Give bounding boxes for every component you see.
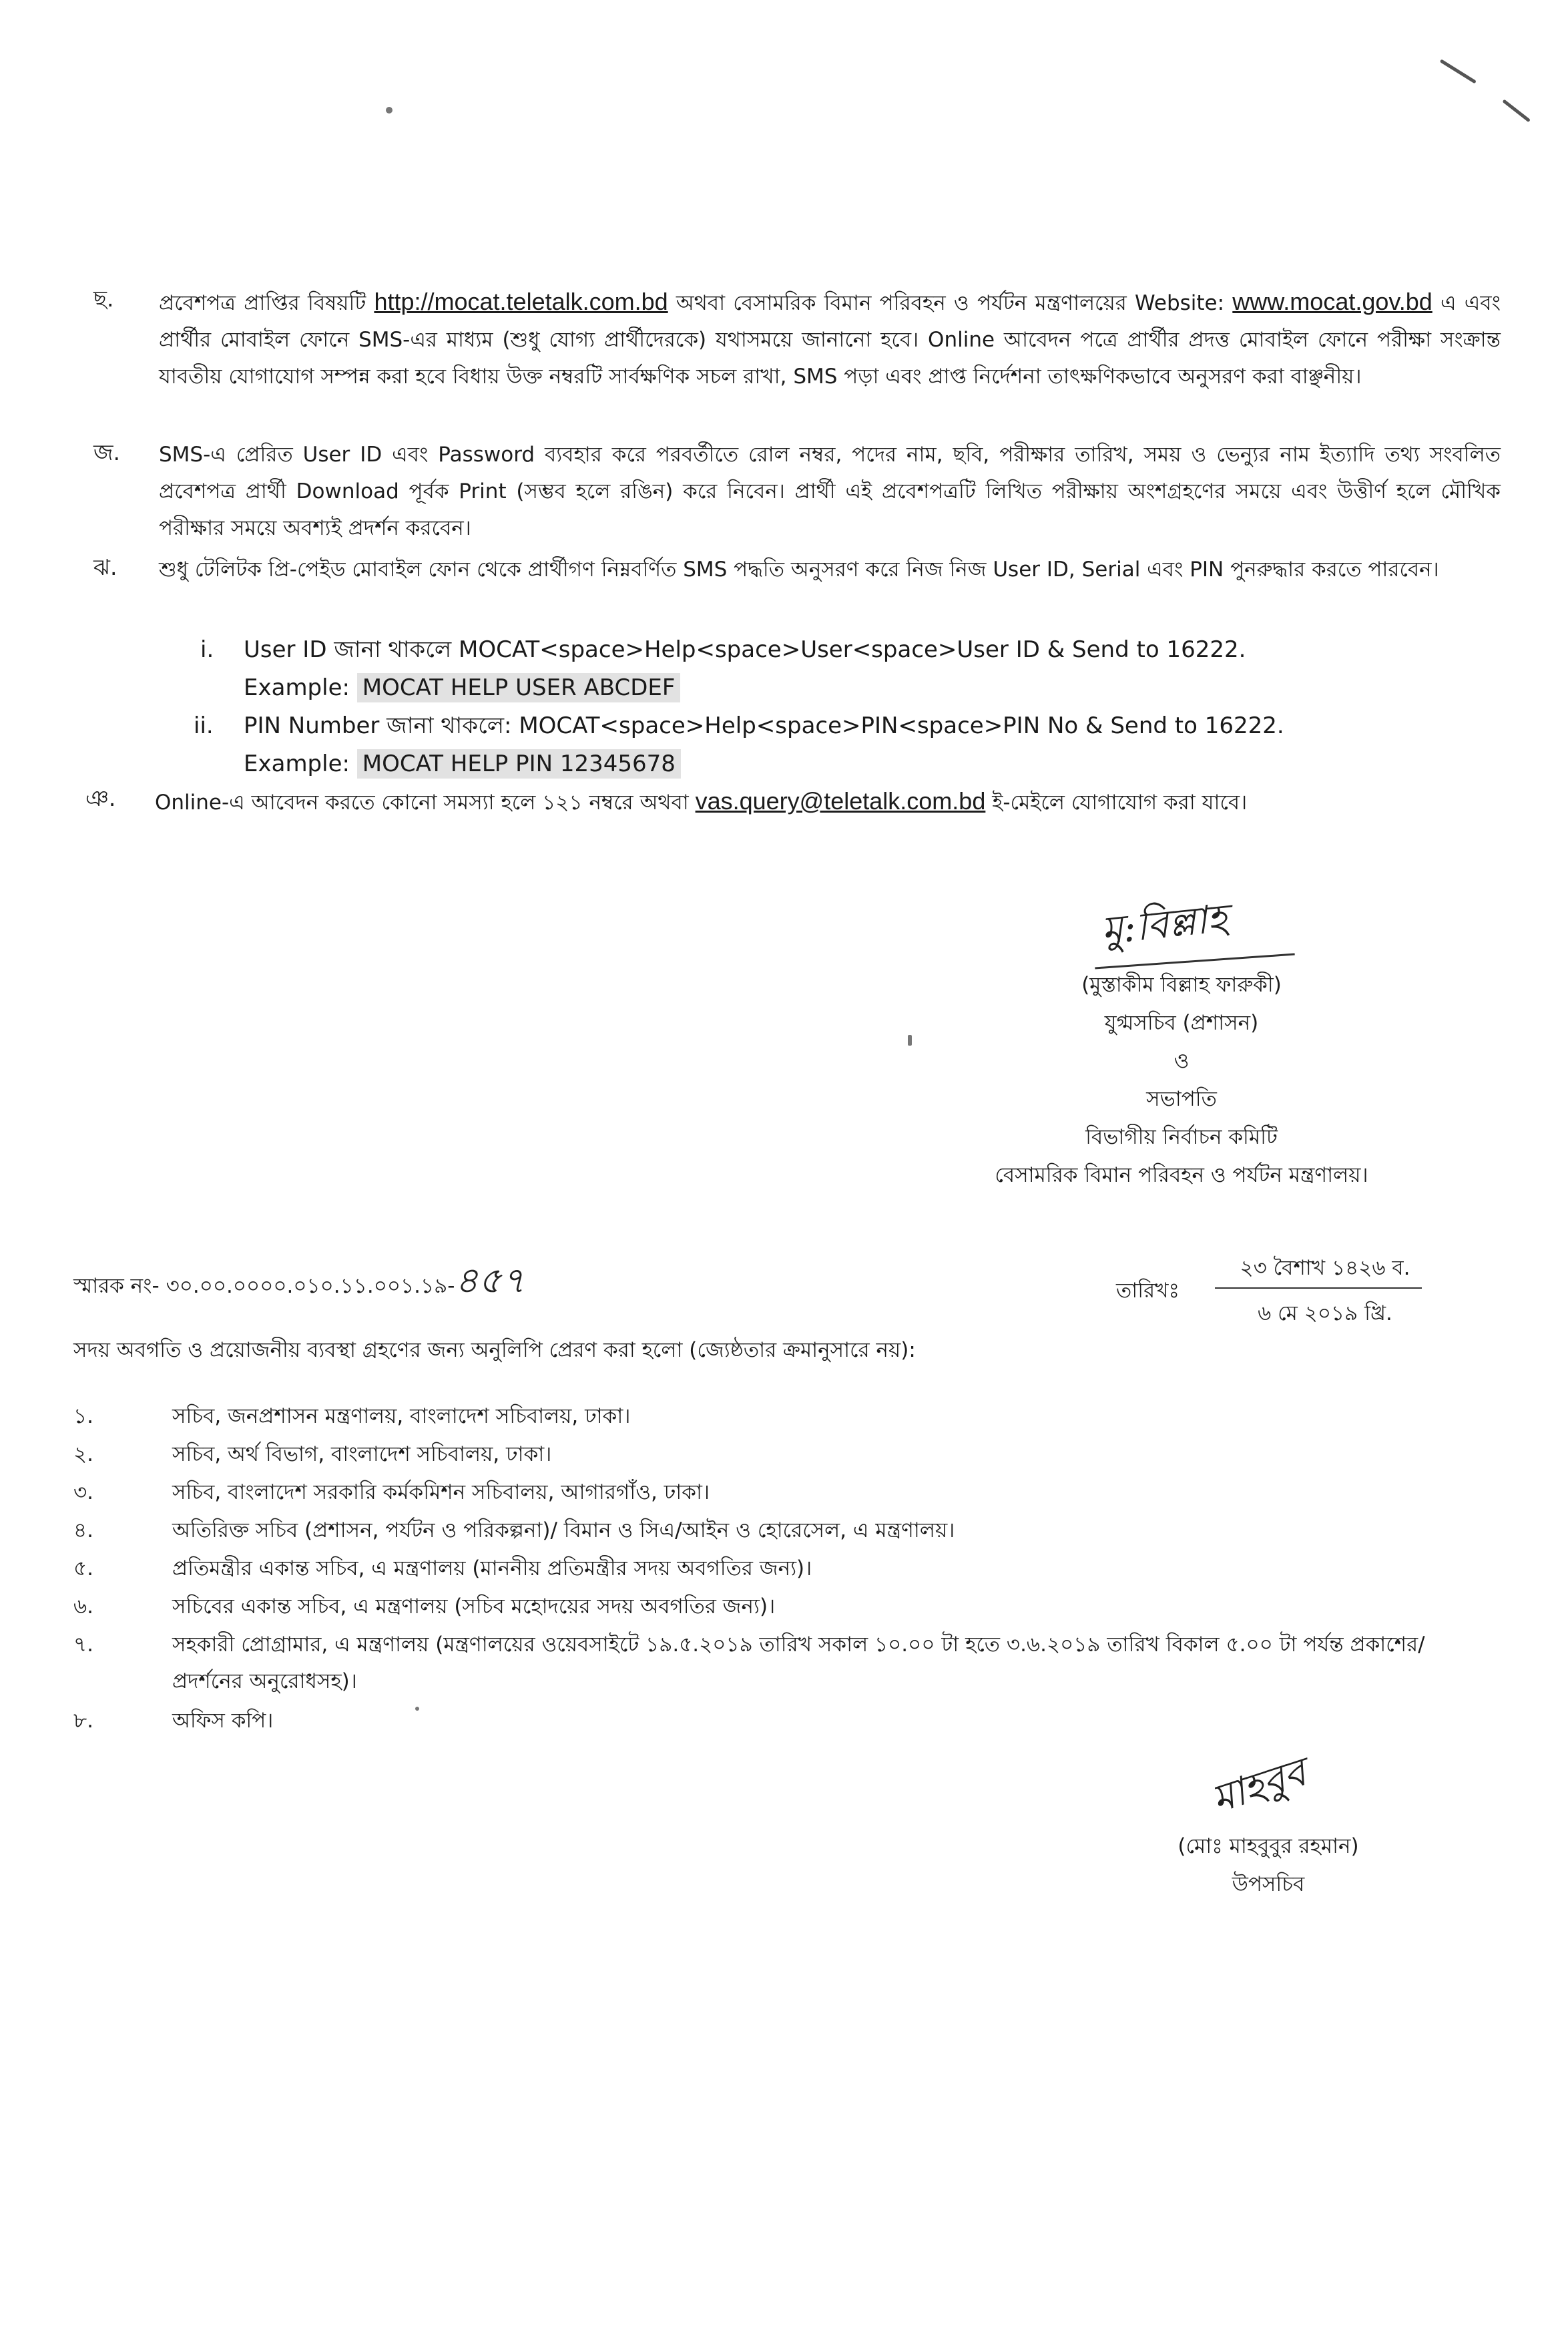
paragraph-text: SMS-এ প্রেরিত User ID এবং Password ব্যবহার করে পরবর্তীতে রোল নম্বর, পদের নাম, ছবি, পরীক্ষার তারিখ, সময় ও ভেন্যুর নাম ইত্যাদি তথ্য সংবলিত প্রবেশপত্র প্রার্থী Download পূর্বক Print (সম্ভব হলে রঙিন) করে নিবেন। প্রার্থী এই প্রবেশপত্রটি লিখিত পরীক্ষায় অংশগ্রহণের সময়ে এবং উত্তীর্ণ হলে মৌখিক পরীক্ষার সময়ে অবশ্যই প্রদর্শন করবেন।	[159, 443, 1501, 540]
contact-text-end: ই-মেইলে যোগাযোগ করা যাবে।	[985, 791, 1248, 815]
support-email-link[interactable]: vas.query@teletalk.com.bd	[695, 787, 986, 815]
sms-example	[244, 745, 681, 783]
paragraph-text: শুধু টেলিটক প্রি-পেইড মোবাইল ফোন থেকে প্রার্থীগণ নিম্নবর্ণিত SMS পদ্ধতি অনুসরণ করে নিজ নিজ User ID, Serial এবং PIN পুনরুদ্ধার করতে পারবেন।	[159, 558, 1439, 582]
scan-mark	[1440, 59, 1477, 83]
signatory-committee: বিভাগীয় নির্বাচন কমিটি	[1085, 1125, 1278, 1149]
memo-label: স্মারক নং- ৩০.০০.০০০০.০১০.১১.০০১.১৯-	[73, 1274, 455, 1298]
paragraph-download	[159, 437, 1501, 547]
paragraph-text: প্রবেশপত্র প্রাপ্তির বিষয়টি	[159, 291, 374, 315]
paragraph-contact	[155, 783, 1503, 821]
sms-item-line: PIN Number জানা থাকলে: MOCAT<space>Help<space>PIN<space>PIN No & Send to 16222.	[244, 712, 1284, 739]
paragraph-text: এ এবং প্রার্থীর মোবাইল ফোনে SMS-এর মাধ্যম (শুধু যোগ্য প্রার্থীদেরকে) যথাসময়ে জানানো হবে। Online আবেদন পত্রে প্রার্থীর প্রদত্ত মোবাইল ফোনে পরীক্ষা সংক্রান্ত যাবতীয় যোগাযোগ সম্পন্ন করা হবে বিধায় উক্ত নম্বরটি সার্বক্ষণিক সচল রাখা, SMS পড়া এবং প্রাপ্ত নির্দেশনা তাৎক্ষণিকভাবে অনুসরণ করা বাঞ্ছনীয়।	[159, 291, 1501, 389]
signatory-title: যুগ্মসচিব (প্রশাসন)	[1104, 1011, 1259, 1035]
signatory-2-name: (মোঃ মাহবুবুর রহমান)	[1178, 1834, 1359, 1858]
sms-item-number: i.	[200, 636, 214, 663]
paragraph-sms-recovery	[159, 552, 1501, 588]
scan-speck	[908, 1035, 912, 1046]
cc-text: সচিব, জনপ্রশাসন মন্ত্রণালয়, বাংলাদেশ সচিবালয়, ঢাকা।	[172, 1404, 631, 1428]
example-label: Example:	[244, 751, 350, 777]
paragraph-admit-card	[159, 283, 1501, 395]
url-link[interactable]: www.mocat.gov.bd	[1232, 288, 1432, 315]
memo-hand-number: ৪৫৭	[455, 1259, 525, 1301]
cc-number: ৪.	[73, 1518, 93, 1542]
cc-number: ৭.	[73, 1633, 94, 1657]
example-code: MOCAT HELP USER ABCDEF	[357, 673, 681, 702]
cc-intro: সদয় অবগতি ও প্রয়োজনীয় ব্যবস্থা গ্রহণের জন্য অনুলিপি প্রেরণ করা হলো (জ্যেষ্ঠতার ক্রমানুসারে নয়):	[73, 1338, 916, 1362]
memo-number	[73, 1259, 525, 1305]
date-label: তারিখঃ	[1116, 1279, 1180, 1303]
para-marker: ঞ.	[85, 785, 116, 811]
example-code: MOCAT HELP PIN 12345678	[357, 749, 681, 779]
date-bangla: ২৩ বৈশাখ ১৪২৬ ব.	[1240, 1256, 1410, 1280]
para-marker: ছ.	[93, 286, 114, 312]
cc-text: অতিরিক্ত সচিব (প্রশাসন, পর্যটন ও পরিকল্পনা)/ বিমান ও সিএ/আইন ও হোরেসেল, এ মন্ত্রণালয়।	[172, 1518, 955, 1542]
signatory-name: (মুস্তাকীম বিল্লাহ ফারুকী)	[1081, 973, 1282, 997]
cc-number: ৬.	[73, 1595, 94, 1619]
cc-text: প্রতিমন্ত্রীর একান্ত সচিব, এ মন্ত্রণালয় (মাননীয় প্রতিমন্ত্রীর সদয় অবগতির জন্য)।	[172, 1556, 812, 1580]
signatory-and: ও	[1173, 1049, 1190, 1073]
contact-text: Online-এ আবেদন করতে কোনো সমস্যা হলে ১২১ নম্বরে অথবা	[155, 791, 696, 815]
cc-number: ৩.	[73, 1480, 94, 1504]
cc-number: ৮.	[73, 1709, 93, 1733]
cc-number: ৫.	[73, 1556, 93, 1580]
cc-text: সচিব, অর্থ বিভাগ, বাংলাদেশ সচিবালয়, ঢাকা।	[172, 1442, 552, 1466]
sms-item-line: User ID জানা থাকলে MOCAT<space>Help<space>User<space>User ID & Send to 16222.	[244, 636, 1246, 663]
signatory-ministry: বেসামরিক বিমান পরিবহন ও পর্যটন মন্ত্রণালয়।	[995, 1163, 1368, 1187]
date-divider	[1215, 1287, 1422, 1289]
cc-number: ২.	[73, 1442, 94, 1466]
scan-mark	[1502, 99, 1530, 123]
cc-number: ১.	[73, 1404, 93, 1428]
cc-text: সচিব, বাংলাদেশ সরকারি কর্মকমিশন সচিবালয়, আগারগাঁও, ঢাকা।	[172, 1480, 710, 1504]
signature-scribble-2: মাহবুব	[1206, 1749, 1312, 1822]
cc-text: অফিস কপি।	[172, 1709, 274, 1733]
cc-text: সচিবের একান্ত সচিব, এ মন্ত্রণালয় (সচিব মহোদয়ের সদয় অবগতির জন্য)।	[172, 1595, 776, 1619]
para-marker: ঝ.	[93, 554, 117, 580]
url-link[interactable]: http://mocat.teletalk.com.bd	[374, 288, 668, 315]
sms-item-number: ii.	[194, 712, 214, 739]
para-marker: জ.	[93, 439, 121, 465]
sms-example	[244, 669, 680, 707]
date-english: ৬ মে ২০১৯ খ্রি.	[1258, 1301, 1392, 1325]
signature-scribble: মু:বিল্লাহ	[1099, 895, 1230, 954]
signatory-role: সভাপতি	[1146, 1087, 1217, 1111]
cc-text: সহকারী প্রোগ্রামার, এ মন্ত্রণালয় (মন্ত্রণালয়ের ওয়েবসাইটে ১৯.৫.২০১৯ তারিখ সকাল ১০.০০ টা হতে ৩.৬.২০১৯ তারিখ বিকাল ৫.০০ টা পর্যন্ত প্রকাশের/প্রদর্শনের অনুরোধসহ)।	[172, 1633, 1425, 1693]
signatory-2-title: উপসচিব	[1232, 1872, 1305, 1896]
paragraph-text: অথবা বেসামরিক বিমান পরিবহন ও পর্যটন মন্ত্রণালয়ের Website:	[668, 291, 1233, 315]
scan-speck	[386, 107, 393, 114]
example-label: Example:	[244, 674, 350, 701]
